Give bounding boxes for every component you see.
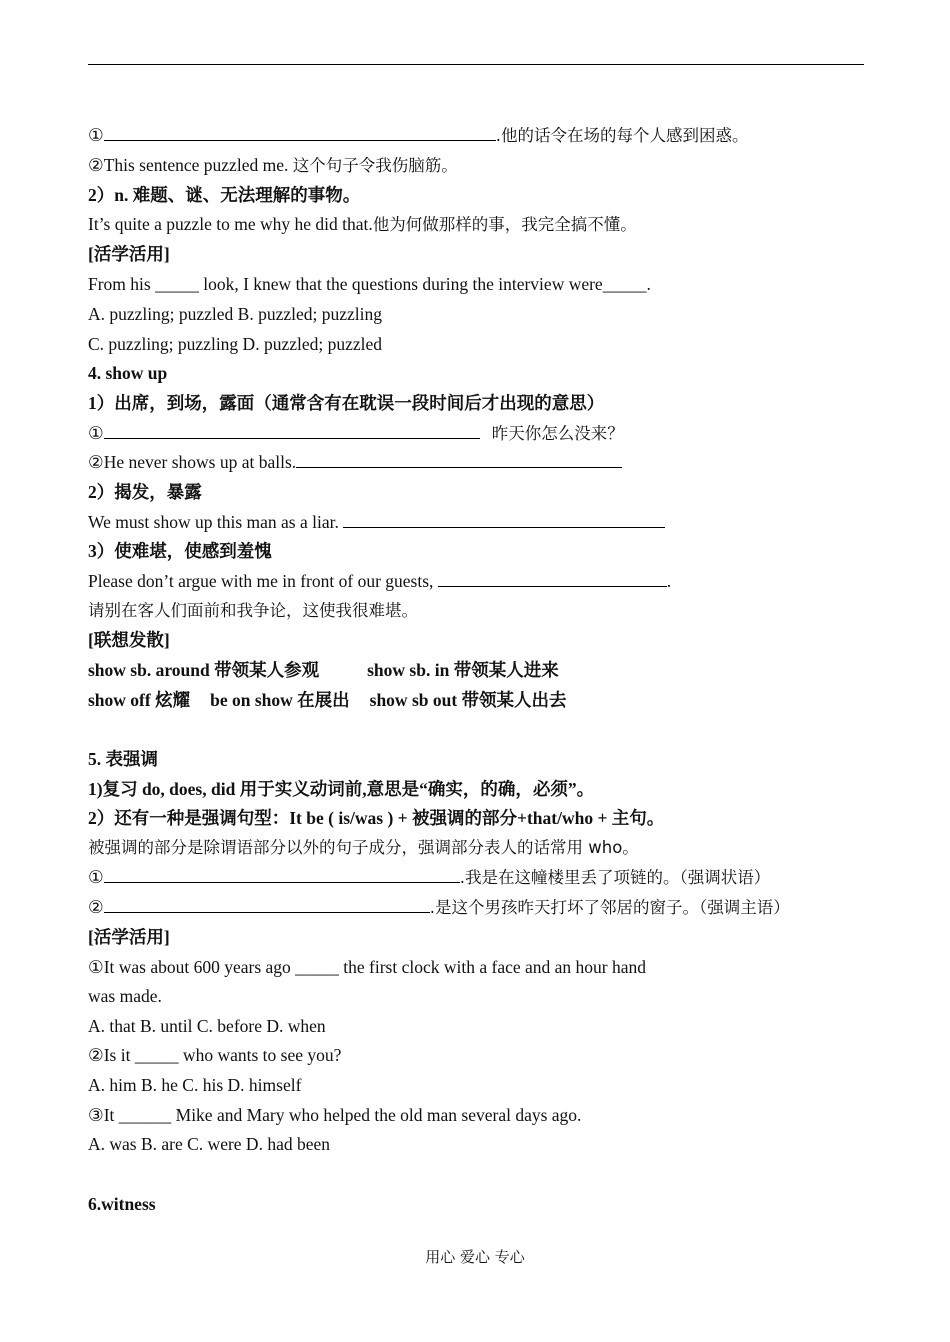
- answer-blank: [104, 124, 496, 141]
- subheading: 2）n. 难题、谜、无法理解的事物。: [88, 185, 361, 205]
- section-label: [活学活用]: [88, 244, 170, 264]
- section-heading: 4. show up: [88, 363, 168, 383]
- text-line: We must show up this man as a liar.: [88, 511, 665, 533]
- text-line: ① 昨天你怎么没来？: [88, 423, 624, 443]
- text-line: ① .他的话令在场的每个人感到困惑。: [88, 125, 749, 145]
- phrase-list: show off 炫耀 be on show 在展出 show sb out 带领某人出去: [88, 690, 567, 710]
- exercise-options: A. that B. until C. before D. when: [88, 1016, 326, 1036]
- exercise-question: was made.: [88, 986, 162, 1006]
- section-label: [活学活用]: [88, 927, 170, 947]
- subheading: 2）还有一种是强调句型：It be ( is/was ) + 被强调的部分+that/who + 主句。: [88, 808, 665, 828]
- answer-blank: [104, 422, 480, 439]
- phrase-list: show sb. around 带领某人参观 show sb. in 带领某人进来: [88, 660, 559, 680]
- answer-blank: [438, 570, 667, 587]
- page-footer: 用心 爱心 专心: [425, 1248, 525, 1266]
- answer-blank: [296, 451, 622, 468]
- exercise-question: ①It was about 600 years ago _____ the first clock with a face and an hour hand: [88, 957, 647, 977]
- answer-blank: [104, 896, 430, 913]
- section-label: [联想发散]: [88, 630, 170, 650]
- answer-blank: [343, 511, 665, 528]
- text-line: ②He never shows up at balls.: [88, 451, 622, 473]
- exercise-question: ③It ______ Mike and Mary who helped the old man several days ago.: [88, 1105, 582, 1125]
- exercise-question: From his _____ look, I knew that the questions during the interview were_____.: [88, 274, 651, 294]
- text-line: It’s quite a puzzle to me why he did that.他为何做那样的事，我完全搞不懂。: [88, 214, 637, 234]
- exercise-options: A. was B. are C. were D. had been: [88, 1134, 331, 1154]
- text-line: Please don’t argue with me in front of our guests, .: [88, 571, 672, 591]
- subheading: 1）出席，到场，露面（通常含有在耽误一段时间后才出现的意思）: [88, 393, 605, 413]
- subheading: 2）揭发，暴露: [88, 482, 202, 502]
- text-line: ②This sentence puzzled me. 这个句子令我伤脑筋。: [88, 155, 458, 175]
- section-heading: 6.witness: [88, 1194, 156, 1214]
- header-rule: [88, 64, 864, 65]
- exercise-options: A. puzzling; puzzled B. puzzled; puzzling: [88, 304, 383, 324]
- answer-blank: [104, 866, 460, 883]
- section-heading: 5. 表强调: [88, 749, 158, 769]
- text-line: 被强调的部分是除谓语部分以外的句子成分，强调部分表人的话常用 who。: [88, 838, 639, 857]
- text-line: ② .是这个男孩昨天打坏了邻居的窗子。（强调主语）: [88, 897, 790, 917]
- text-line: ① .我是在这幢楼里丢了项链的。（强调状语）: [88, 867, 771, 887]
- exercise-options: C. puzzling; puzzling D. puzzled; puzzled: [88, 334, 383, 354]
- subheading: 1)复习 do, does, did 用于实义动词前,意思是“确实，的确，必须”。: [88, 779, 595, 799]
- subheading: 3）使难堪，使感到羞愧: [88, 541, 272, 561]
- exercise-question: ②Is it _____ who wants to see you?: [88, 1045, 342, 1065]
- exercise-options: A. him B. he C. his D. himself: [88, 1075, 302, 1095]
- text-line: 请别在客人们面前和我争论，这使我很难堪。: [88, 601, 418, 620]
